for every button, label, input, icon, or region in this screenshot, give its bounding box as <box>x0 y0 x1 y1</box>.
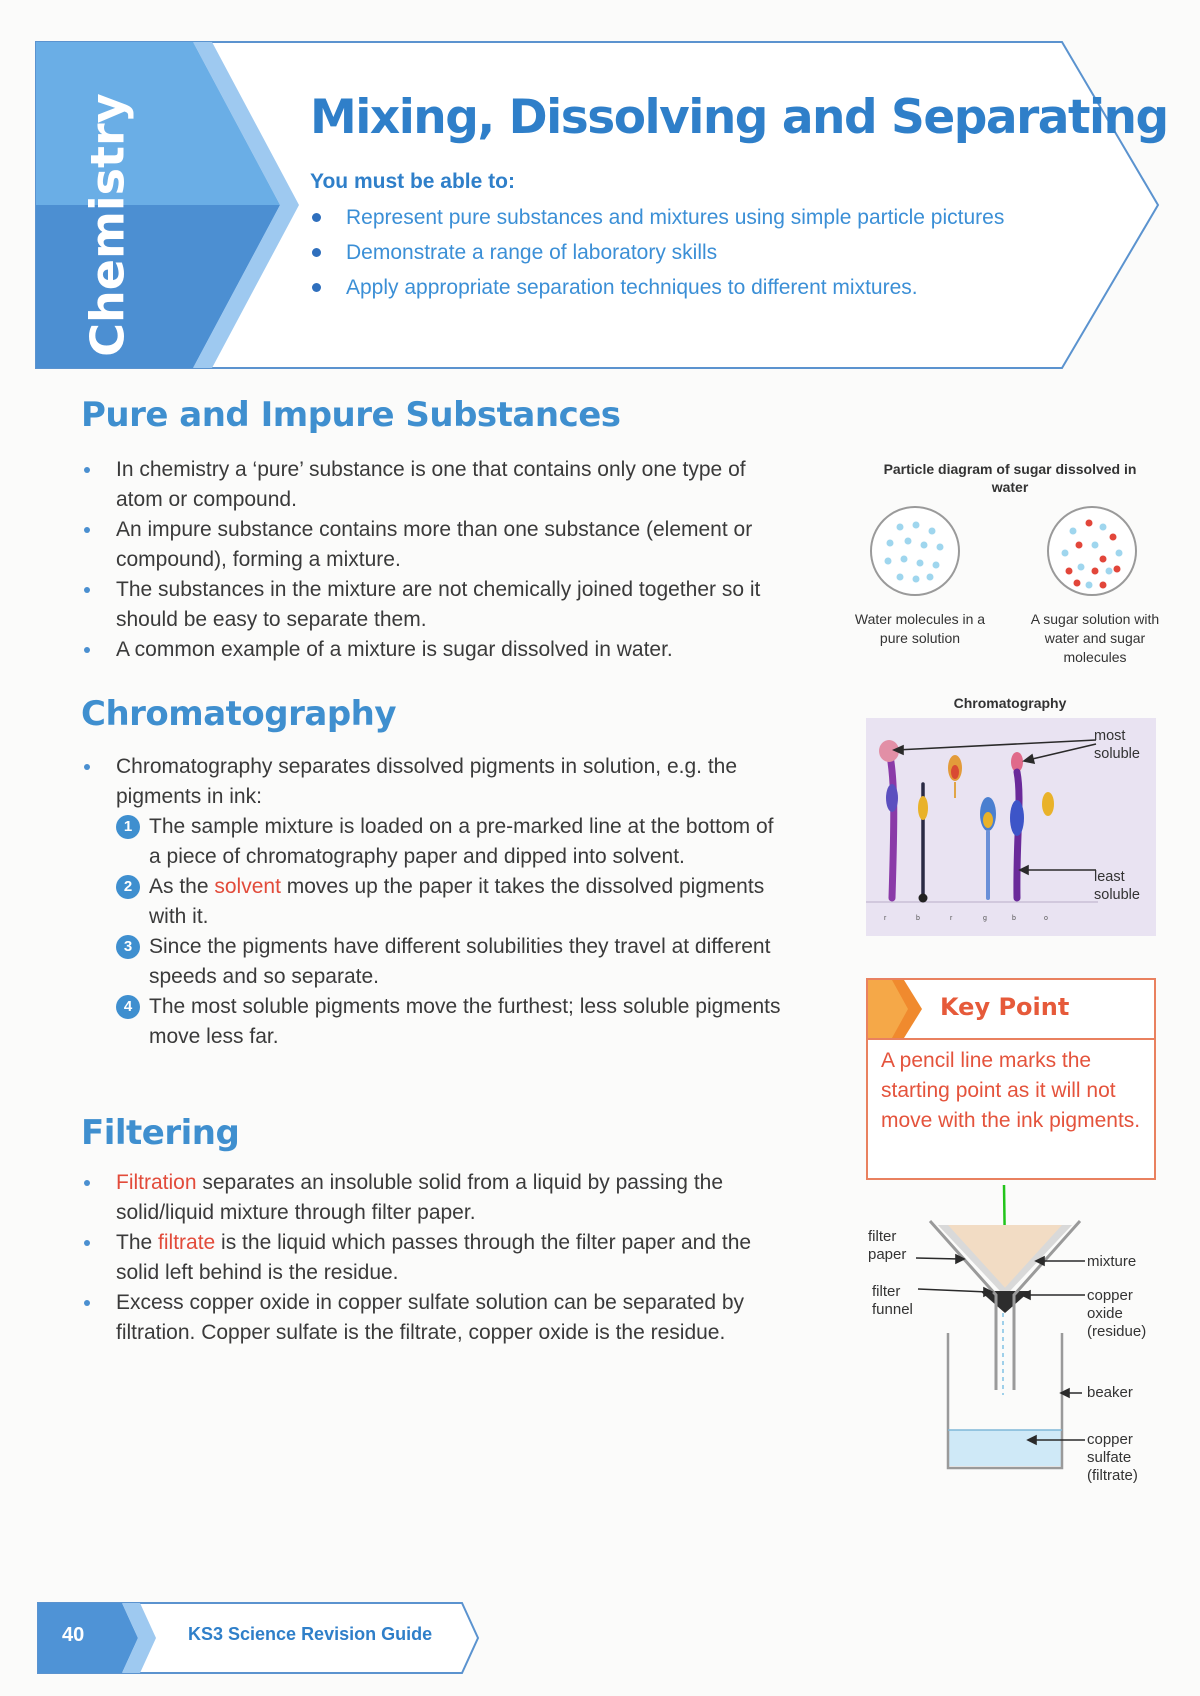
key-point-text: A pencil line marks the starting point as it will not move with the ink pigments. <box>881 1049 1141 1132</box>
particle-figure-title: Particle diagram of sugar dissolved in water <box>883 461 1137 495</box>
objectives-list <box>310 200 1004 305</box>
key-point-chevron-icon <box>868 980 928 1038</box>
filtering-bullets <box>81 1168 781 1348</box>
step-text: Since the pigments have different solubilities they travel at different speeds and so separate. <box>149 935 771 988</box>
objective-item: Apply appropriate separation techniques to different mixtures. <box>310 270 1004 305</box>
beaker-label: beaker <box>1087 1384 1133 1401</box>
pure-bullet: A common example of a mixture is sugar dissolved in water. <box>81 635 771 665</box>
step-text-after: moves up the paper it takes the dissolved pigments with it. <box>149 875 765 928</box>
section-label: Chemistry <box>81 93 136 357</box>
filtering-bullet: Excess copper oxide in copper sulfate solution can be separated by filtration. Copper sulfate is the filtrate, copper oxide is the residue. <box>81 1288 781 1348</box>
filtering-b2-text: is the liquid which passes through the filter paper and the solid left behind is the residue. <box>116 1231 752 1284</box>
pure-bullets <box>81 455 771 665</box>
water-particle-circle <box>871 507 959 595</box>
step-text-before: As the <box>149 875 215 898</box>
chromatography-figure-title: Chromatography <box>953 695 1067 711</box>
water-caption: Water molecules in a pure solution <box>854 611 986 646</box>
step-item <box>116 932 781 992</box>
step-number: 3 <box>116 935 140 959</box>
page-title: Mixing, Dissolving and Separating <box>310 90 1168 145</box>
objective-item: Represent pure substances and mixtures using simple particle pictures <box>310 200 1004 235</box>
term-filtration: Filtration <box>116 1171 197 1194</box>
pure-bullet: In chemistry a ‘pure’ substance is one that contains only one type of atom or compound. <box>81 455 771 515</box>
filtering-b2-before: The <box>116 1231 159 1254</box>
filtering-heading: Filtering <box>81 1113 240 1153</box>
step-item <box>116 872 781 932</box>
svg-text:r: r <box>884 915 887 922</box>
step-item <box>116 992 781 1052</box>
section-tab-chemistry <box>48 95 168 355</box>
filtering-bullet <box>81 1228 781 1288</box>
objectives-heading: You must be able to: <box>310 170 515 193</box>
header-banner <box>0 0 1200 380</box>
copper-oxide-label: copper oxide (residue) <box>1087 1287 1147 1340</box>
term-filtrate: filtrate <box>158 1231 216 1254</box>
chromatography-intro-text: Chromatography separates dissolved pigments in solution, e.g. the pigments in ink: <box>116 755 738 808</box>
most-soluble-label: most soluble <box>1094 728 1140 762</box>
filtering-bullet <box>81 1168 781 1228</box>
sugar-caption: A sugar solution with water and sugar molecules <box>1030 611 1160 665</box>
svg-text:r: r <box>950 915 953 922</box>
pure-heading: Pure and Impure Substances <box>81 395 621 435</box>
ink-lane-6 <box>1042 792 1054 816</box>
sugar-particle-circle <box>1048 507 1136 595</box>
filtering-b1-text: separates an insoluble solid from a liquid by passing the solid/liquid mixture through filter paper. <box>116 1171 724 1224</box>
step-text: The most soluble pigments move the furthest; less soluble pigments move less far. <box>149 995 781 1048</box>
step-number: 4 <box>116 995 140 1019</box>
mixture-label: mixture <box>1087 1253 1137 1270</box>
objective-item: Demonstrate a range of laboratory skills <box>310 235 1004 270</box>
step-number: 2 <box>116 875 140 899</box>
svg-text:g: g <box>983 915 987 922</box>
pure-bullet: An impure substance contains more than one substance (element or compound), forming a mixture. <box>81 515 771 575</box>
chromatography-bullets <box>81 752 781 1052</box>
footer-guide-title: KS3 Science Revision Guide <box>188 1624 433 1644</box>
chromatography-heading: Chromatography <box>81 694 397 734</box>
step-number: 1 <box>116 815 140 839</box>
key-point-divider <box>868 1038 1154 1040</box>
svg-text:b: b <box>1012 915 1016 922</box>
particle-diagram <box>860 505 1150 605</box>
chromatography-intro <box>81 752 781 1052</box>
svg-text:b: b <box>916 915 920 922</box>
key-point-box <box>866 978 1156 1180</box>
step-item <box>116 812 781 872</box>
filter-paper-label: filter paper <box>868 1228 907 1263</box>
pure-bullet: The substances in the mixture are not chemically joined together so it should be easy to separate them. <box>81 575 771 635</box>
key-point-title: Key Point <box>940 993 1070 1021</box>
chromatography-steps <box>116 812 781 1052</box>
least-soluble-label: least soluble <box>1094 869 1140 903</box>
filter-funnel-label: filter funnel <box>872 1283 913 1318</box>
svg-text:o: o <box>1044 915 1048 922</box>
page-number: 40 <box>62 1624 85 1646</box>
step-text: The sample mixture is loaded on a pre-marked line at the bottom of a piece of chromatography paper and dipped into solvent. <box>149 815 774 868</box>
copper-sulfate-label: copper sulfate (filtrate) <box>1087 1431 1138 1484</box>
term-solvent: solvent <box>214 875 281 898</box>
